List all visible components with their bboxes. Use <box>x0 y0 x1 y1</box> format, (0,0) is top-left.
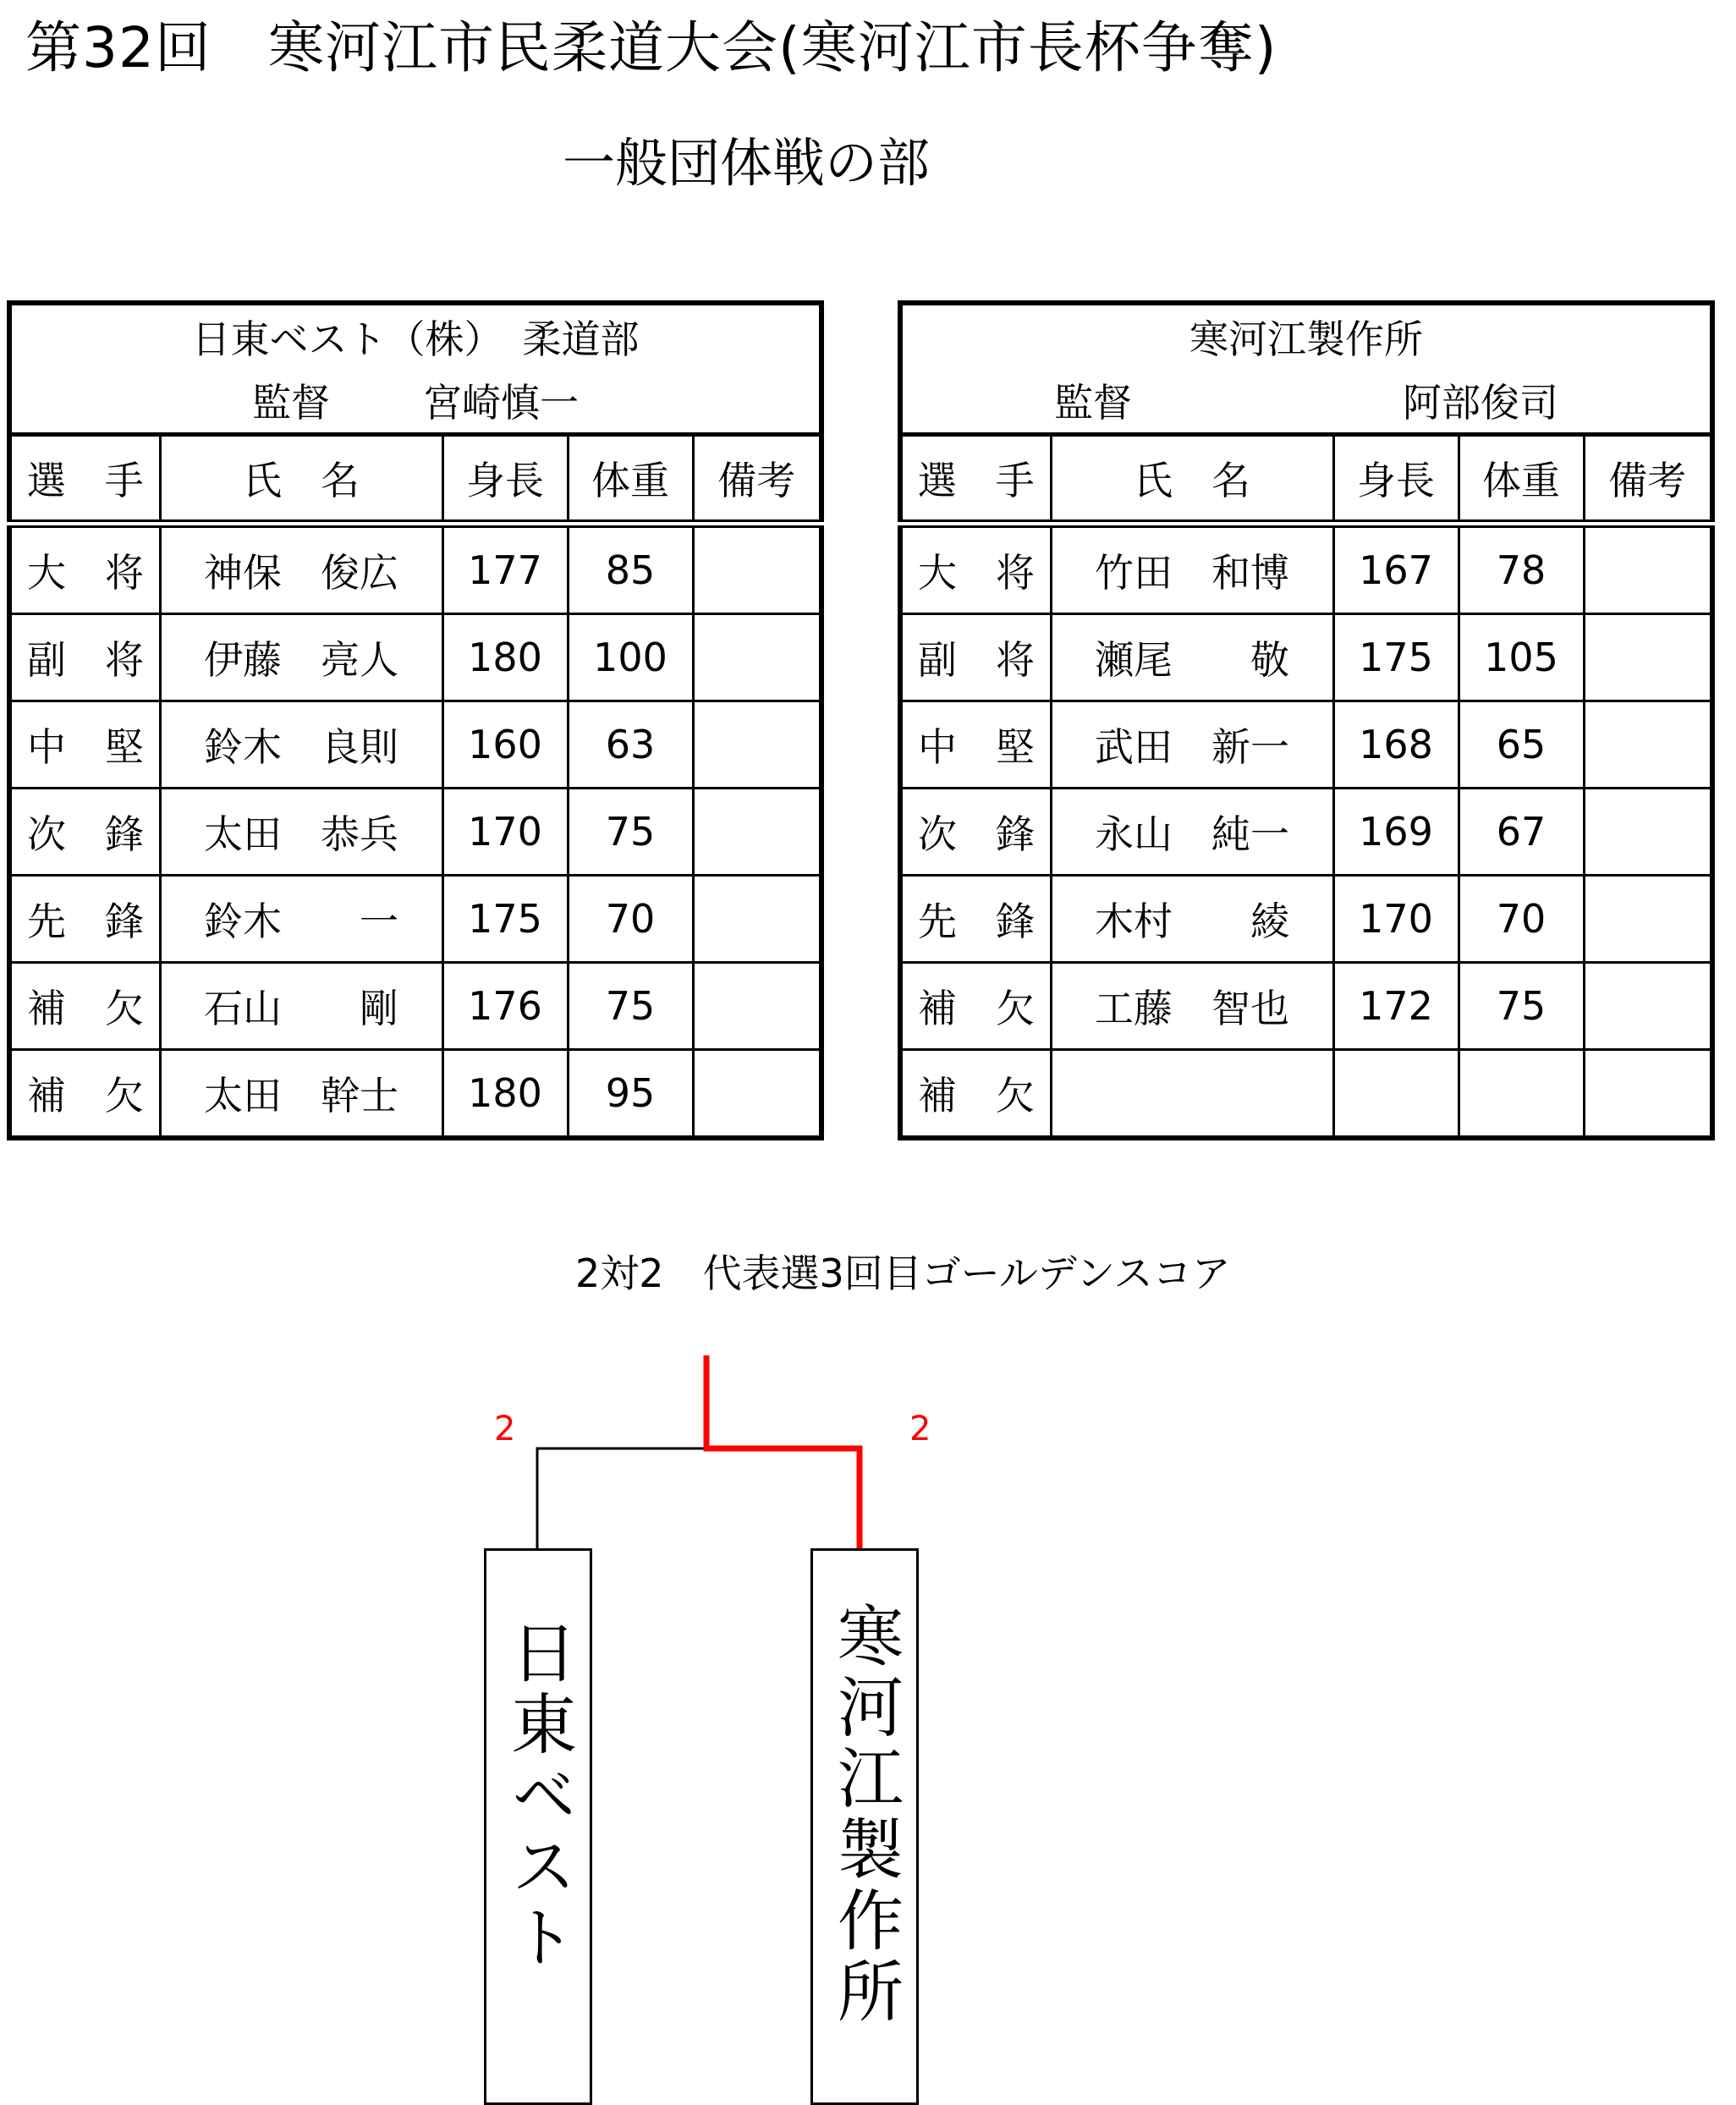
player-height: 175 <box>442 876 568 963</box>
coach-name: 阿部俊司 <box>1403 380 1559 426</box>
player-position: 次 鋒 <box>9 789 160 876</box>
col-header-name: 氏 名 <box>160 435 442 525</box>
col-header-height: 身長 <box>1333 435 1459 525</box>
player-height: 170 <box>1333 876 1459 963</box>
coach-label: 監督 <box>1054 380 1133 426</box>
player-position: 先 鋒 <box>900 876 1051 963</box>
player-name: 太田 幹士 <box>160 1050 442 1139</box>
player-position: 中 堅 <box>900 701 1051 789</box>
right-score: 2 <box>909 1410 931 1448</box>
player-name: 武田 新一 <box>1051 701 1333 789</box>
player-height: 168 <box>1333 701 1459 789</box>
player-position: 大 将 <box>9 524 160 614</box>
player-weight: 70 <box>568 876 693 963</box>
player-name: 石山 剛 <box>160 963 442 1050</box>
player-weight: 75 <box>568 789 693 876</box>
col-header-name: 氏 名 <box>1051 435 1333 525</box>
player-weight: 65 <box>1459 701 1584 789</box>
player-height: 167 <box>1333 524 1459 614</box>
left-score: 2 <box>494 1410 516 1448</box>
team-name: 日東ベスト（株） 柔道部 <box>9 303 821 368</box>
player-position: 中 堅 <box>9 701 160 789</box>
match-result-text: 2対2 代表選3回目ゴールデンスコア <box>575 1250 1231 1296</box>
page-title: 第32回 寒河江市民柔道大会(寒河江市長杯争奪) <box>25 15 1277 80</box>
col-header-position: 選 手 <box>900 435 1051 525</box>
bracket-line-left <box>537 1448 706 1548</box>
player-name: 太田 恭兵 <box>160 789 442 876</box>
player-position: 補 欠 <box>900 963 1051 1050</box>
coach-name: 宮崎慎一 <box>423 380 579 426</box>
player-position: 補 欠 <box>900 1050 1051 1139</box>
player-name: 鈴木 良則 <box>160 701 442 789</box>
team-name: 寒河江製作所 <box>900 303 1712 368</box>
player-height: 176 <box>442 963 568 1050</box>
player-position: 大 将 <box>900 524 1051 614</box>
left-team-label: 日東ベスト <box>500 1619 576 1974</box>
player-name: 神保 俊広 <box>160 524 442 614</box>
player-height: 177 <box>442 524 568 614</box>
player-weight: 70 <box>1459 876 1584 963</box>
right-team-label: 寒河江製作所 <box>827 1602 903 2028</box>
page-subtitle: 一般団体戦の部 <box>563 132 931 194</box>
player-weight: 67 <box>1459 789 1584 876</box>
coach-label: 監督 <box>252 380 330 426</box>
player-height: 170 <box>442 789 568 876</box>
player-weight: 78 <box>1459 524 1584 614</box>
col-header-weight: 体重 <box>568 435 693 525</box>
col-header-height: 身長 <box>442 435 568 525</box>
player-position: 副 将 <box>9 614 160 701</box>
player-height: 169 <box>1333 789 1459 876</box>
player-position: 先 鋒 <box>9 876 160 963</box>
player-height: 172 <box>1333 963 1459 1050</box>
player-name: 鈴木 一 <box>160 876 442 963</box>
col-header-weight: 体重 <box>1459 435 1584 525</box>
left-team-box <box>484 1548 592 2105</box>
player-height: 160 <box>442 701 568 789</box>
player-name: 工藤 智也 <box>1051 963 1333 1050</box>
bracket-line-winner <box>706 1355 860 1548</box>
player-position: 補 欠 <box>9 1050 160 1139</box>
player-position: 次 鋒 <box>900 789 1051 876</box>
player-name: 永山 純一 <box>1051 789 1333 876</box>
player-height: 175 <box>1333 614 1459 701</box>
player-name: 木村 綾 <box>1051 876 1333 963</box>
player-name: 伊藤 亮人 <box>160 614 442 701</box>
player-weight: 95 <box>568 1050 693 1139</box>
player-weight: 105 <box>1459 614 1584 701</box>
player-weight: 75 <box>568 963 693 1050</box>
player-position: 副 将 <box>900 614 1051 701</box>
player-height: 180 <box>442 614 568 701</box>
player-weight: 75 <box>1459 963 1584 1050</box>
player-weight: 63 <box>568 701 693 789</box>
player-position: 補 欠 <box>9 963 160 1050</box>
col-header-note: 備考 <box>1584 435 1712 525</box>
player-height: 180 <box>442 1050 568 1139</box>
right-team-box <box>810 1548 919 2105</box>
player-name: 瀬尾 敬 <box>1051 614 1333 701</box>
player-weight: 85 <box>568 524 693 614</box>
player-name: 竹田 和博 <box>1051 524 1333 614</box>
col-header-position: 選 手 <box>9 435 160 525</box>
player-weight: 100 <box>568 614 693 701</box>
col-header-note: 備考 <box>693 435 821 525</box>
